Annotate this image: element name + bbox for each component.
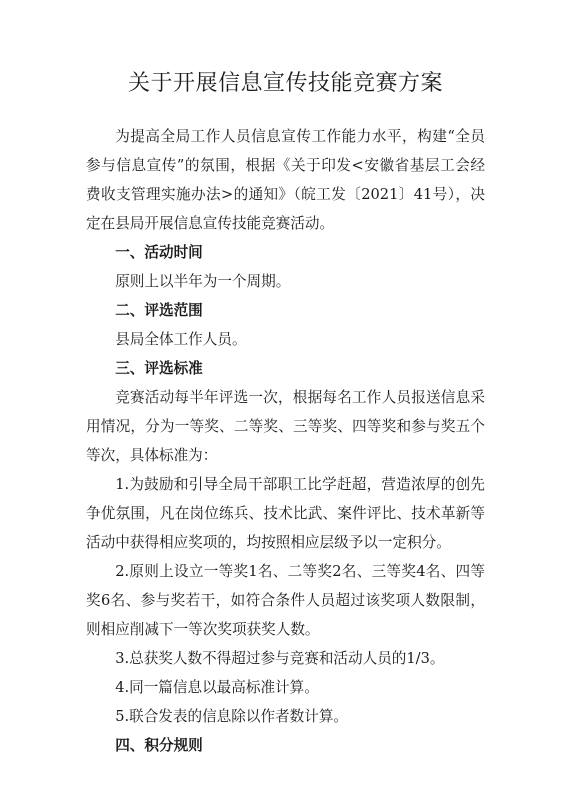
criteria-item-5: 5.联合发表的信息除以作者数计算。	[115, 708, 349, 725]
criteria-intro-paragraph: 竞赛活动每半年评选一次，根据每名工作人员报送信息采用情况，分为一等奖、二等奖、三等奖、四等奖和参与奖五个等次，具体标准为：	[86, 389, 485, 464]
section-heading-activity-time: 一、活动时间	[115, 244, 203, 261]
section-heading-selection-scope: 二、评选范围	[115, 302, 203, 319]
criteria-item-4: 4.同一篇信息以最高标准计算。	[115, 679, 319, 696]
intro-paragraph: 为提高全局工作人员信息宣传工作能力水平，构建“全员参与信息宣传”的氛围，根据《关于印发<安徽省基层工会经费收支管理实施办法>的通知》（皖工发〔2021〕41号），决定在县局开展信息宣传技能竞赛活动。	[86, 128, 485, 232]
criteria-item-1: 1.为鼓励和引导全局干部职工比学赶超，营造浓厚的创先争优氛围，凡在岗位练兵、技术比武、案件评比、技术革新等活动中获得相应奖项的，均按照相应层级予以一定积分。	[86, 476, 485, 551]
criteria-item-3: 3.总获奖人数不得超过参与竞赛和活动人员的1/3。	[115, 650, 445, 667]
section-heading-selection-criteria: 三、评选标准	[115, 360, 203, 377]
document-title: 关于开展信息宣传技能竞赛方案	[127, 71, 443, 96]
selection-scope-text: 县局全体工作人员。	[115, 331, 247, 348]
criteria-item-2: 2.原则上设立一等奖1名、二等奖2名、三等奖4名、四等奖6名、参与奖若干，如符合条件人员超过该奖项人数限制，则相应削减下一等次奖项获奖人数。	[86, 563, 485, 638]
activity-time-text: 原则上以半年为一个周期。	[115, 273, 291, 290]
section-heading-scoring-rules: 四、积分规则	[115, 737, 203, 754]
